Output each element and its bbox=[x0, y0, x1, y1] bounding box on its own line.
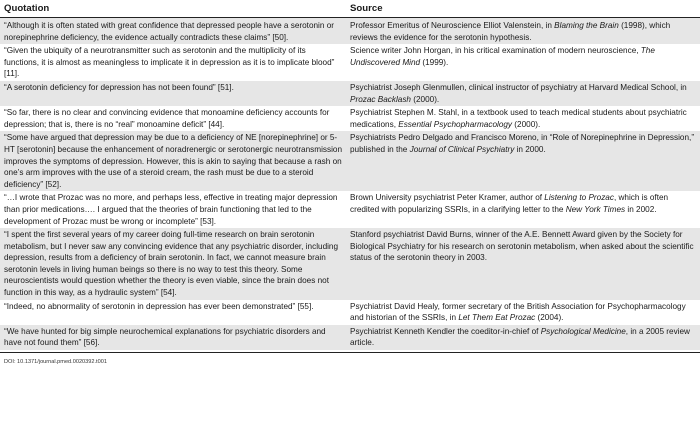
table-header-row bbox=[0, 0, 700, 18]
quote-cell: “Although it is often stated with great confidence that depressed people have a serotonin or norepinephrine deficiency, the evidence actually contradicts these claims” [50]. bbox=[0, 18, 346, 45]
table-row bbox=[0, 81, 700, 106]
quote-cell: “Given the ubiquity of a neurotransmitter such as serotonin and the multiplicity of its functions, it is almost as meaningless to implicate it in depression as it is to implicate blood” [11]. bbox=[4, 46, 335, 79]
quote-cell: “Indeed, no abnormality of serotonin in depression has ever been demonstrated” [55]. bbox=[4, 301, 314, 311]
source-text: Psychiatrist Joseph Glenmullen, clinical instructor of psychiatry at Harvard Medical School, in bbox=[350, 82, 687, 92]
source-text: (1998), which reviews the evidence for the serotonin hypothesis. bbox=[350, 21, 671, 42]
source-text: Psychiatrists Pedro Delgado and Francisco Moreno, in “Role of Norepinephrine in Depression,” published in the bbox=[350, 133, 695, 154]
quote-cell: “So far, there is no clear and convincing evidence that monoamine deficiency accounts for depression; that is, there is no “real” monoamine deficit” [44]. bbox=[4, 108, 330, 129]
source-text: in 2000. bbox=[514, 144, 546, 154]
header-source: Source bbox=[346, 0, 700, 18]
quote-cell: “…I wrote that Prozac was no more, and perhaps less, effective in treating major depression than prior medications…. I argued that the theories of brain functioning that led to the development of Prozac must be wrong or incomplete” [53]. bbox=[4, 193, 338, 226]
source-text: Psychiatrist David Healy, former secretary of the British Association for Psychopharmacology and historian of the SSRIs, in bbox=[350, 301, 686, 323]
table-row bbox=[0, 18, 700, 45]
source-text: , in a 2005 review article. bbox=[350, 326, 690, 348]
source-title: Let Them Eat Prozac bbox=[458, 313, 536, 323]
table-row bbox=[0, 106, 700, 131]
source-text: (2004). bbox=[535, 313, 564, 323]
source-title: The Undiscovered Mind bbox=[350, 46, 655, 67]
source-title: Psychological Medicine bbox=[540, 326, 626, 336]
source-text: Stanford psychiatrist David Burns, winner of the A.E. Bennett Award given by the Society for Biological Psychiatry for his research on serotonin metabolism, when asked about the scientific status of the serotonin theory in 2003. bbox=[350, 230, 694, 263]
source-text: , which is often credited with popularizing SSRIs, in a clarifying letter to the bbox=[350, 193, 669, 214]
source-text: Psychiatrist Stephen M. Stahl, in a textbook used to teach medical students about psychiatric medications, bbox=[350, 108, 687, 129]
source-text: (2000). bbox=[512, 119, 541, 129]
quote-cell: “I spent the first several years of my career doing full-time research on brain serotonin metabolism, but I never saw any convincing evidence that any psychiatric disorder, including depression, results from a deficiency of brain serotonin. In fact, we cannot measure brain serotonin levels in living human beings so there is no way to test this theory. Some neuroscientists would question whether the theory is even viable, since the brain does not function in this way, as a hydraulic system” [54]. bbox=[0, 228, 346, 300]
table-row bbox=[0, 300, 700, 325]
source-title: Essential Psychopharmacology bbox=[398, 119, 513, 129]
quote-cell: “A serotonin deficiency for depression has not been found” [51]. bbox=[0, 81, 346, 106]
quote-cell: “We have hunted for big simple neurochemical explanations for psychiatric disorders and have not found them” [56]. bbox=[0, 325, 346, 350]
source-title: Prozac Backlash bbox=[350, 94, 411, 104]
source-text: in 2002. bbox=[625, 204, 657, 214]
source-cell bbox=[346, 191, 700, 228]
doi-caption: DOI: 10.1371/journal.pmed.0020392.t001 bbox=[4, 359, 107, 366]
table-row bbox=[0, 191, 700, 228]
source-text: Science writer John Horgan, in his critical examination of modern neuroscience, bbox=[350, 46, 641, 56]
source-text: (1999). bbox=[420, 57, 449, 67]
source-cell bbox=[346, 300, 700, 325]
source-title: Listening to Prozac bbox=[544, 193, 614, 203]
source-text: Psychiatrist Kenneth Kendler the coeditor-in-chief of bbox=[350, 326, 541, 336]
table-row bbox=[0, 44, 700, 81]
quote-cell: “Some have argued that depression may be due to a deficiency of NE [norepinephrine] or 5-HT [serotonin] because the enhancement of noradrenergic or serotonergic neurotransmission improves the symptoms of depression. However, this is akin to saying that because a rash on one’s arm improves with the use of a steroid cream, the rash must be due to a steroid deficiency” [52]. bbox=[0, 131, 346, 191]
source-cell bbox=[346, 81, 700, 106]
source-cell bbox=[346, 325, 700, 350]
source-title: New York Times bbox=[565, 204, 626, 214]
source-text: (2000). bbox=[410, 94, 440, 104]
header-quotation: Quotation bbox=[0, 0, 346, 18]
table-row bbox=[0, 131, 700, 191]
source-cell bbox=[346, 131, 700, 191]
source-title: Journal of Clinical Psychiatry bbox=[409, 144, 515, 154]
source-text: Brown University psychiatrist Peter Kramer, author of bbox=[350, 193, 545, 203]
table-row bbox=[0, 228, 700, 300]
source-title: Blaming the Brain bbox=[554, 21, 619, 30]
source-cell bbox=[346, 44, 700, 81]
source-cell bbox=[346, 228, 700, 300]
table-row bbox=[0, 325, 700, 350]
source-text: Professor Emeritus of Neuroscience Elliot Valenstein, in bbox=[350, 21, 555, 30]
source-cell bbox=[346, 18, 700, 45]
source-cell bbox=[346, 106, 700, 131]
